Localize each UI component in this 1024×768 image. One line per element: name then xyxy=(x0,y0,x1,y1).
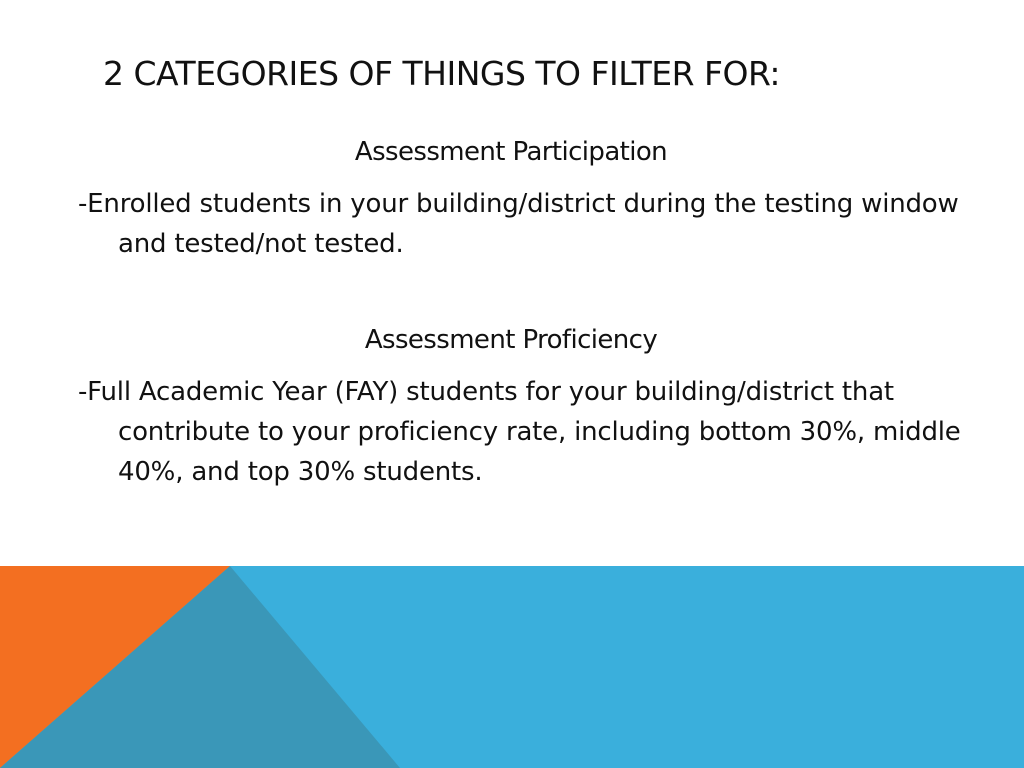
section-heading-proficiency: Assessment Proficiency xyxy=(364,325,658,355)
section-text-proficiency: -Full Academic Year (FAY) students for your building/district that contribute to your proficiency rate, including bottom 30%, middle 40%, and top 30% students. xyxy=(78,377,961,487)
slide-body xyxy=(78,133,978,492)
section-heading-participation: Assessment Participation xyxy=(354,137,668,167)
footer-shapes xyxy=(0,566,1024,768)
decorative-footer-band xyxy=(0,566,1024,768)
slide-title: 2 CATEGORIES OF THINGS TO FILTER FOR: xyxy=(103,54,780,93)
section-text-participation: -Enrolled students in your building/district during the testing window and tested/not tested. xyxy=(78,189,959,259)
